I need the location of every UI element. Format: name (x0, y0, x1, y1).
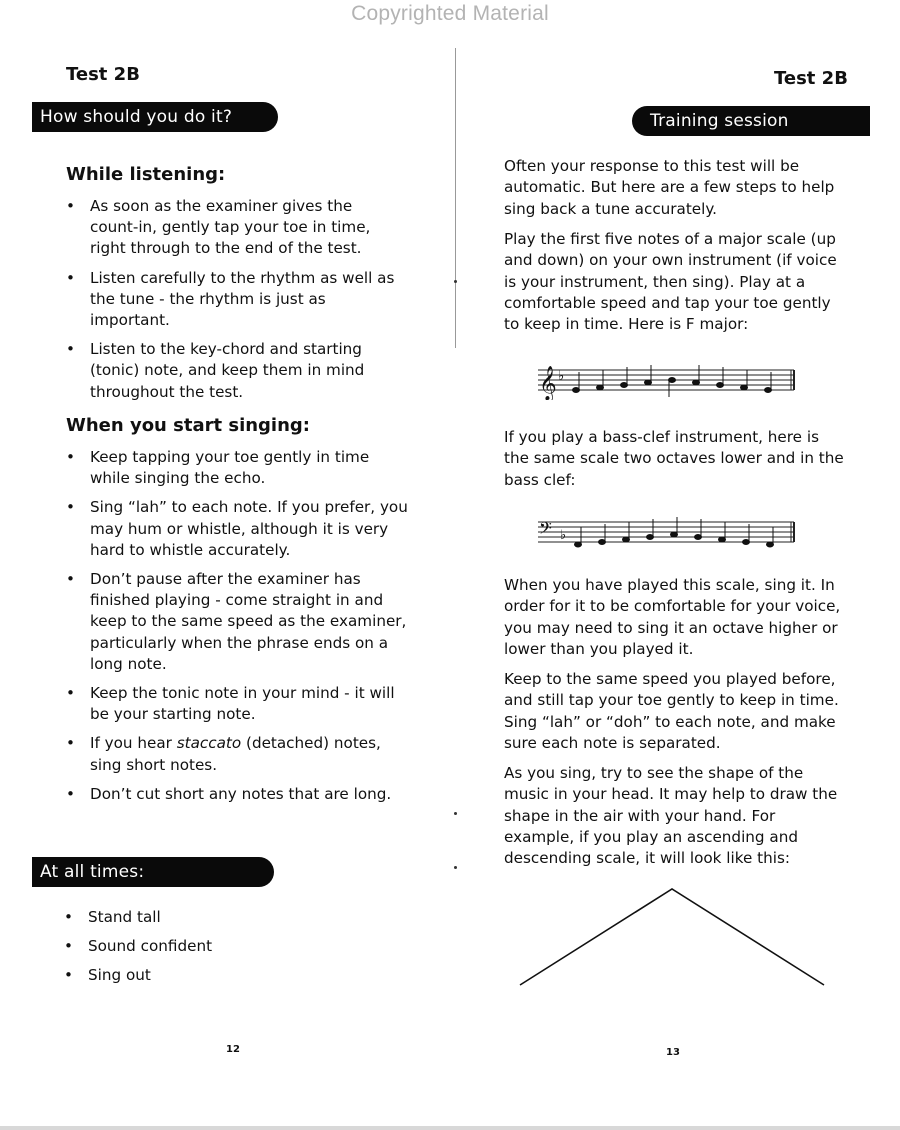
copyright-watermark: Copyrighted Material (351, 2, 549, 25)
list-item: • As soon as the examiner gives the count-in, gently tap your toe in time, right through to the end of the test. (64, 196, 400, 260)
gutter-mark (454, 812, 457, 815)
flat-icon: ♭ (558, 369, 565, 384)
intro-paragraph: Often your response to this test will be automatic. But here are a few steps to help sing back a tune accurately. (504, 157, 835, 218)
shape-paragraph: As you sing, try to see the shape of the music in your head. It may help to draw the shape in the air with your hand. For example, if you play an ascending and descending scale, it will look like this: (504, 764, 838, 868)
list-item: • Keep the tonic note in your mind - it will be your starting note. (64, 683, 409, 725)
sing-scale-paragraph: When you have played this scale, sing it. In order for it to be comfortable for your voice, you may need to sing it an octave higher or lower than you played it. (504, 576, 841, 658)
gutter-mark (454, 280, 457, 283)
list-item: • Stand tall (62, 907, 362, 928)
page-gutter-line (455, 48, 456, 348)
scale-shape-diagram (518, 885, 828, 990)
treble-staff (538, 360, 798, 400)
list-item: • Listen carefully to the rhythm as well as the tune - the rhythm is just as important. (64, 268, 400, 332)
while-listening-list (64, 196, 400, 411)
when-singing-list (64, 447, 409, 813)
list-item: • Don’t pause after the examiner has finished playing - come straight in and keep to the same speed as the examiner, particularly when the phrase ends on a long note. (64, 569, 409, 675)
staccato-before: If you hear (90, 734, 177, 753)
play-scale-paragraph: Play the first five notes of a major scale (up and down) on your own instrument (if voice is your instrument, then sing). Play at a comfortable speed and tap your toe gently to keep in time. Here is F major: (504, 230, 837, 334)
left-test-label: Test 2B (66, 64, 140, 85)
training-banner: Training session (632, 106, 870, 136)
list-item: • Keep tapping your toe gently in time while singing the echo. (64, 447, 409, 489)
right-page-number: 13 (666, 1047, 680, 1058)
while-listening-heading: While listening: (66, 164, 226, 185)
right-test-label: Test 2B (774, 68, 848, 89)
list-item: • Sing out (62, 965, 362, 986)
treble-clef-icon: 𝄞 (539, 366, 557, 400)
right-page (458, 0, 900, 1126)
same-speed-paragraph: Keep to the same speed you played before, and still tap your toe gently to keep in time. Sing “lah” or “doh” to each note, and make sure each note is separated. (504, 670, 839, 752)
flat-icon: ♭ (560, 528, 567, 543)
list-item: • Sing “lah” to each note. If you prefer, you may hum or whistle, although it is very hard to whistle accurately. (64, 497, 409, 561)
bass-clef-icon: 𝄢 (539, 518, 552, 542)
at-all-times-banner: At all times: (32, 857, 274, 887)
staccato-after: (detached) notes, sing short notes. (90, 734, 381, 774)
left-page-number: 12 (226, 1044, 240, 1055)
list-item: • Sound confident (62, 936, 362, 957)
list-item: • Don’t cut short any notes that are long. (64, 784, 409, 805)
when-singing-heading: When you start singing: (66, 415, 311, 436)
page-bottom-edge (0, 1126, 900, 1130)
list-item-staccato (64, 733, 409, 775)
list-item: • Listen to the key-chord and starting (tonic) note, and keep them in mind throughout the test. (64, 339, 400, 403)
gutter-mark (454, 866, 457, 869)
how-banner: How should you do it? (32, 102, 278, 132)
staccato-emphasis: staccato (176, 734, 242, 753)
at-all-times-list (62, 907, 362, 995)
bass-clef-paragraph: If you play a bass-clef instrument, here is the same scale two octaves lower and in the bass clef: (504, 428, 844, 489)
bass-staff (538, 512, 798, 552)
